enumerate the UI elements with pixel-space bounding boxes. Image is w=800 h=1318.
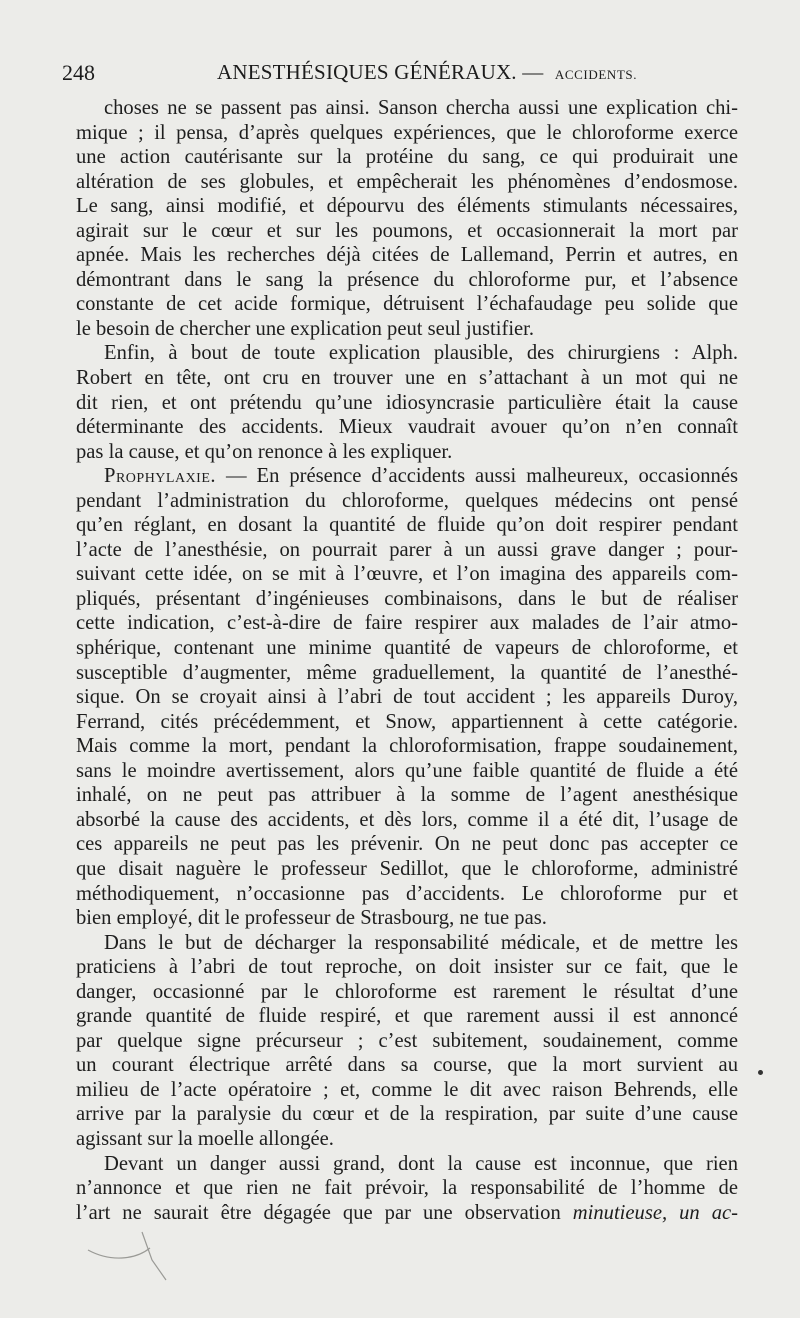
line-text: Robert en tête, ont cru en trouver une en s’attachant à un mot qui ne xyxy=(76,367,738,390)
line-text: Enfin, à bout de toute explication plausible, des chirurgiens : Alph. xyxy=(104,342,738,365)
running-head xyxy=(62,58,742,92)
text-line xyxy=(76,1004,738,1029)
head-separator: — xyxy=(522,60,544,84)
line-text: sans le moindre avertissement, alors qu’une faible quantité de fluide a été xyxy=(76,759,738,782)
line-text: Mais comme la mort, pendant la chloroformisation, frappe soudainement, xyxy=(76,735,738,758)
text-line xyxy=(76,170,738,195)
text-line xyxy=(76,685,738,710)
text-line xyxy=(76,96,738,121)
line-text: sphérique, contenant une minime quantité de vapeurs de chloroforme, et xyxy=(76,637,738,660)
line-text-italic: minutieuse, un ac- xyxy=(572,1201,739,1224)
line-text: une action cautérisante sur la protéine du sang, ce qui produirait une xyxy=(76,146,738,169)
line-text: susceptible d’augmenter, même graduellement, la quantité de l’anesthé- xyxy=(76,661,738,684)
text-line xyxy=(76,980,738,1005)
text-line xyxy=(76,513,738,538)
line-text: l’art ne saurait être dégagée que par une observation xyxy=(76,1201,573,1224)
line-text: le besoin de chercher une explication peut seul justifier. xyxy=(76,317,535,340)
line-text: dit rien, et ont prétendu qu’une idiosyncrasie particulière était la cause xyxy=(76,391,738,414)
line-text: arrive par la paralysie du cœur et de la respiration, par suite d’une cause xyxy=(76,1103,738,1126)
text-line xyxy=(76,882,738,907)
text-line xyxy=(76,1102,738,1127)
text-line xyxy=(76,759,738,784)
chapter-title: ANESTHÉSIQUES GÉNÉRAUX. xyxy=(217,60,517,84)
line-text: sique. On se croyait ainsi à l’abri de tout accident ; les appareils Duroy, xyxy=(76,686,738,709)
page-number: 248 xyxy=(62,60,95,85)
section-subtitle: ACCIDENTS. xyxy=(554,67,638,82)
body-text xyxy=(76,96,738,1225)
text-line xyxy=(76,489,738,514)
text-line xyxy=(76,1127,738,1152)
text-line xyxy=(76,734,738,759)
text-line xyxy=(76,955,738,980)
text-line xyxy=(76,121,738,146)
text-line xyxy=(76,931,738,956)
text-line xyxy=(76,710,738,735)
line-text: inhalé, on ne peut pas attribuer à la somme de l’agent anesthésique xyxy=(76,784,738,807)
line-text: suivant cette idée, on se mit à l’œuvre, et l’on imagina des appareils com- xyxy=(76,563,738,586)
text-line xyxy=(76,611,738,636)
line-text: cette indication, c’est-à-dire de faire respirer aux malades de l’air atmo- xyxy=(76,612,738,635)
text-line xyxy=(76,562,738,587)
line-text: absorbé la cause des accidents, et dès lors, comme il a été dit, l’usage de xyxy=(76,808,738,831)
line-text: qu’en réglant, en dosant la quantité de fluide qu’on doit respirer pendant xyxy=(76,514,738,537)
text-line xyxy=(76,243,738,268)
pencil-scribble xyxy=(80,1220,190,1300)
text-line xyxy=(76,1152,738,1177)
section-lead-word: Prophylaxie. xyxy=(104,465,217,488)
line-text: un courant électrique arrêté dans sa course, que la mort survient au xyxy=(76,1054,738,1077)
text-line xyxy=(76,1078,738,1103)
line-text: que disait naguère le professeur Sedillot, que le chloroforme, administré xyxy=(76,857,738,880)
text-line xyxy=(76,1029,738,1054)
line-text: déterminante des accidents. Mieux vaudrait avouer qu’on n’en connaît xyxy=(76,416,738,439)
text-line xyxy=(76,857,738,882)
text-line xyxy=(76,464,738,489)
text-line xyxy=(76,145,738,170)
line-text: milieu de l’acte opératoire ; et, comme le dit avec raison Behrends, elle xyxy=(76,1078,738,1101)
line-text: n’annonce et que rien ne fait prévoir, la responsabilité de l’homme de xyxy=(76,1177,738,1200)
text-line xyxy=(76,440,738,465)
text-line xyxy=(76,292,738,317)
text-line xyxy=(76,194,738,219)
text-line xyxy=(76,636,738,661)
line-text: mique ; il pensa, d’après quelques expériences, que le chloroforme exerce xyxy=(76,121,738,144)
line-text: bien employé, dit le professeur de Strasbourg, ne tue pas. xyxy=(76,907,547,930)
text-line xyxy=(76,661,738,686)
line-text: altération de ses globules, et empêcherait les phénomènes d’endosmose. xyxy=(76,170,738,193)
text-line xyxy=(76,1176,738,1201)
text-line xyxy=(76,832,738,857)
line-text: Devant un danger aussi grand, dont la cause est inconnue, que rien xyxy=(104,1152,738,1175)
line-text: Dans le but de décharger la responsabilité médicale, et de mettre les xyxy=(104,931,738,954)
line-text: pas la cause, et qu’on renonce à les expliquer. xyxy=(76,440,453,463)
text-line xyxy=(76,587,738,612)
text-line xyxy=(76,1053,738,1078)
text-line xyxy=(76,317,738,342)
line-text: ces appareils ne peut pas les prévenir. On ne peut donc pas accepter ce xyxy=(76,833,738,856)
text-line xyxy=(76,268,738,293)
text-line xyxy=(76,783,738,808)
line-text: — En présence d’accidents aussi malheureux, occasionnés xyxy=(226,465,738,488)
text-line xyxy=(76,391,738,416)
line-text: agissant sur la moelle allongée. xyxy=(76,1127,334,1150)
line-text: l’acte de l’anesthésie, on pourrait parer à un aussi grave danger ; pour- xyxy=(76,538,738,561)
line-text: Ferrand, cités précédemment, et Snow, appartiennent à cette catégorie. xyxy=(76,710,738,733)
line-text: pliqués, présentant d’ingénieuses combinaisons, dans le but de réaliser xyxy=(76,587,738,610)
running-head-title xyxy=(217,60,637,85)
text-line xyxy=(76,341,738,366)
line-text: danger, occasionné par le chloroforme est rarement le résultat d’une xyxy=(76,980,738,1003)
text-line xyxy=(76,219,738,244)
line-text: démontrant dans le sang la présence du chloroforme pur, et l’absence xyxy=(76,268,738,291)
text-line xyxy=(76,538,738,563)
line-text: pendant l’administration du chloroforme, quelques médecins ont pensé xyxy=(76,489,738,512)
line-text: choses ne se passent pas ainsi. Sanson chercha aussi une explication chi- xyxy=(104,97,738,119)
line-text: constante de cet acide formique, détruisent l’échafaudage peu solide que xyxy=(76,293,738,316)
line-text: agirait sur le cœur et sur les poumons, et occasionnerait la mort par xyxy=(76,219,738,242)
margin-dot xyxy=(758,1070,763,1075)
line-text: méthodiquement, n’occasionne pas d’accidents. Le chloroforme pur et xyxy=(76,882,738,905)
line-text: grande quantité de fluide respiré, et que rarement aussi il est annoncé xyxy=(76,1005,738,1028)
line-text: praticiens à l’abri de tout reproche, on doit insister sur ce fait, que le xyxy=(76,956,738,979)
text-line xyxy=(76,808,738,833)
text-line xyxy=(76,906,738,931)
text-line xyxy=(76,415,738,440)
line-text: apnée. Mais les recherches déjà citées de Lallemand, Perrin et autres, en xyxy=(76,244,738,267)
line-text: Le sang, ainsi modifié, et dépourvu des éléments stimulants nécessaires, xyxy=(76,195,738,218)
line-text: par quelque signe précurseur ; c’est subitement, soudainement, comme xyxy=(76,1029,738,1052)
text-line xyxy=(76,366,738,391)
